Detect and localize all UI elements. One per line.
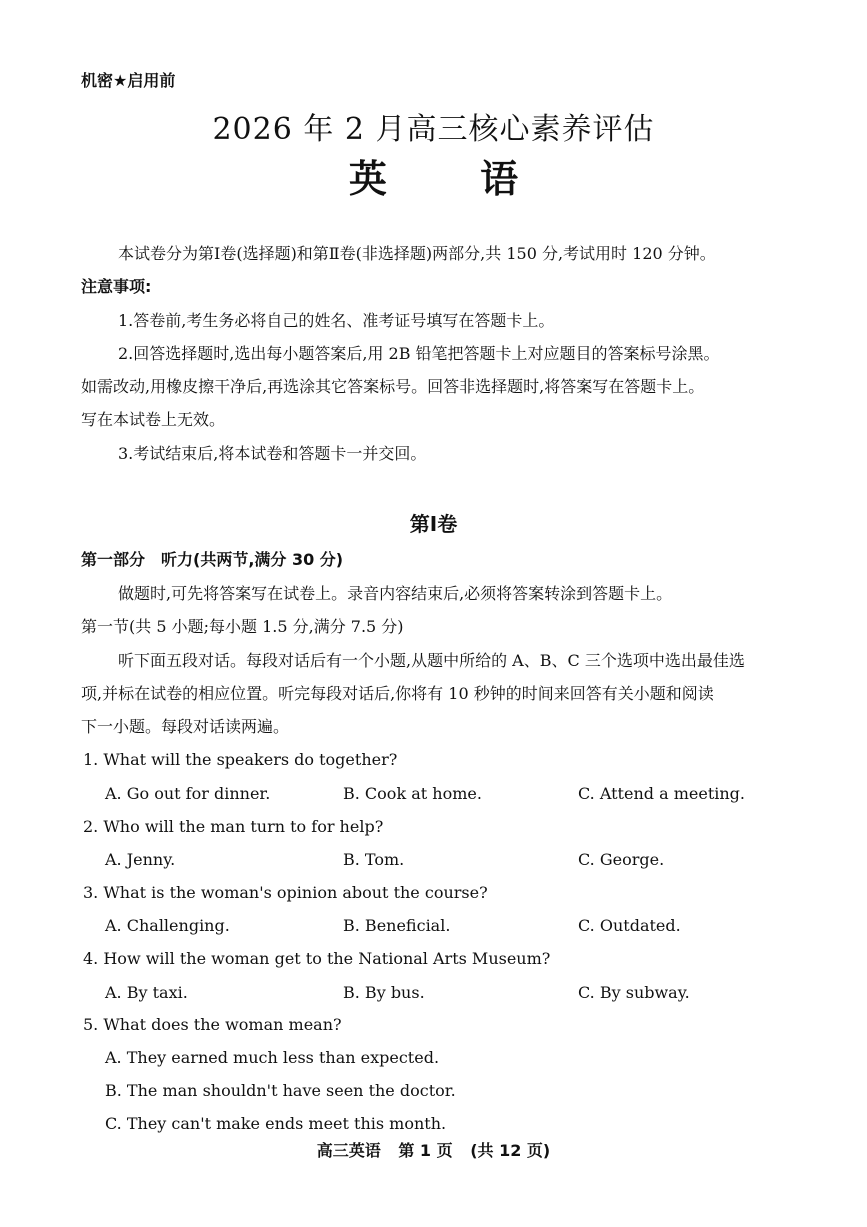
footer-page-number: 第 1 页 <box>398 1141 453 1160</box>
footer-total-pages: (共 12 页) <box>470 1141 551 1160</box>
question-4-option-c: C. By subway. <box>578 983 690 1002</box>
note-1: 1.答卷前,考生务必将自己的姓名、准考证号填写在答题卡上。 <box>118 311 555 330</box>
question-2-option-a: A. Jenny. <box>105 850 176 869</box>
question-1-option-a: A. Go out for dinner. <box>105 784 271 803</box>
page-footer <box>0 1138 867 1161</box>
notes-heading: 注意事项: <box>81 277 152 296</box>
section1-line-3: 下一小题。每段对话读两遍。 <box>81 717 290 736</box>
question-2-stem: 2. Who will the man turn to for help? <box>83 817 384 836</box>
footer-subject: 高三英语 <box>316 1141 381 1160</box>
confidential-label: 机密★启用前 <box>81 71 176 90</box>
question-3-option-b: B. Beneficial. <box>343 916 451 935</box>
question-4-option-b: B. By bus. <box>343 983 425 1002</box>
exam-title: 2026 年 2 月高三核心素养评估 <box>212 112 655 147</box>
question-2-option-c: C. George. <box>578 850 665 869</box>
question-3-option-c: C. Outdated. <box>578 916 681 935</box>
question-5-stem: 5. What does the woman mean? <box>83 1015 342 1034</box>
question-2-option-b: B. Tom. <box>343 850 405 869</box>
question-5-option-c: C. They can't make ends meet this month. <box>105 1114 447 1133</box>
question-4-option-a: A. By taxi. <box>105 983 188 1002</box>
note-3: 3.考试结束后,将本试卷和答题卡一并交回。 <box>118 444 427 463</box>
question-1-option-c: C. Attend a meeting. <box>578 784 745 803</box>
section1-line-2: 项,并标在试卷的相应位置。听完每段对话后,你将有 10 秒钟的时间来回答有关小题和阅读 <box>81 684 714 703</box>
question-5-option-a: A. They earned much less than expected. <box>105 1048 440 1067</box>
note-2-line-1: 2.回答选择题时,选出每小题答案后,用 2B 铅笔把答题卡上对应题目的答案标号涂黑。 <box>118 344 720 363</box>
question-3-option-a: A. Challenging. <box>105 916 230 935</box>
question-5-option-b: B. The man shouldn't have seen the doctor. <box>105 1081 456 1100</box>
question-1-stem: 1. What will the speakers do together? <box>83 750 398 769</box>
part1-heading: 第一部分 听力(共两节,满分 30 分) <box>81 550 344 569</box>
part1-instruction: 做题时,可先将答案写在试卷上。录音内容结束后,必须将答案转涂到答题卡上。 <box>118 584 673 603</box>
section1-line-1: 听下面五段对话。每段对话后有一个小题,从题中所给的 A、B、C 三个选项中选出最佳选 <box>118 651 745 670</box>
volume-title: 第Ⅰ卷 <box>409 512 458 536</box>
question-3-stem: 3. What is the woman's opinion about the course? <box>83 883 488 902</box>
note-2-line-3: 写在本试卷上无效。 <box>81 410 226 429</box>
note-2-line-2: 如需改动,用橡皮擦干净后,再选涂其它答案标号。回答非选择题时,将答案写在答题卡上。 <box>81 377 705 396</box>
question-1-option-b: B. Cook at home. <box>343 784 482 803</box>
section1-heading: 第一节(共 5 小题;每小题 1.5 分,满分 7.5 分) <box>81 617 404 636</box>
subject-title: 英 语 <box>348 157 559 201</box>
intro-text: 本试卷分为第Ⅰ卷(选择题)和第Ⅱ卷(非选择题)两部分,共 150 分,考试用时 120 分钟。 <box>118 244 716 263</box>
question-4-stem: 4. How will the woman get to the National Arts Museum? <box>83 949 551 968</box>
